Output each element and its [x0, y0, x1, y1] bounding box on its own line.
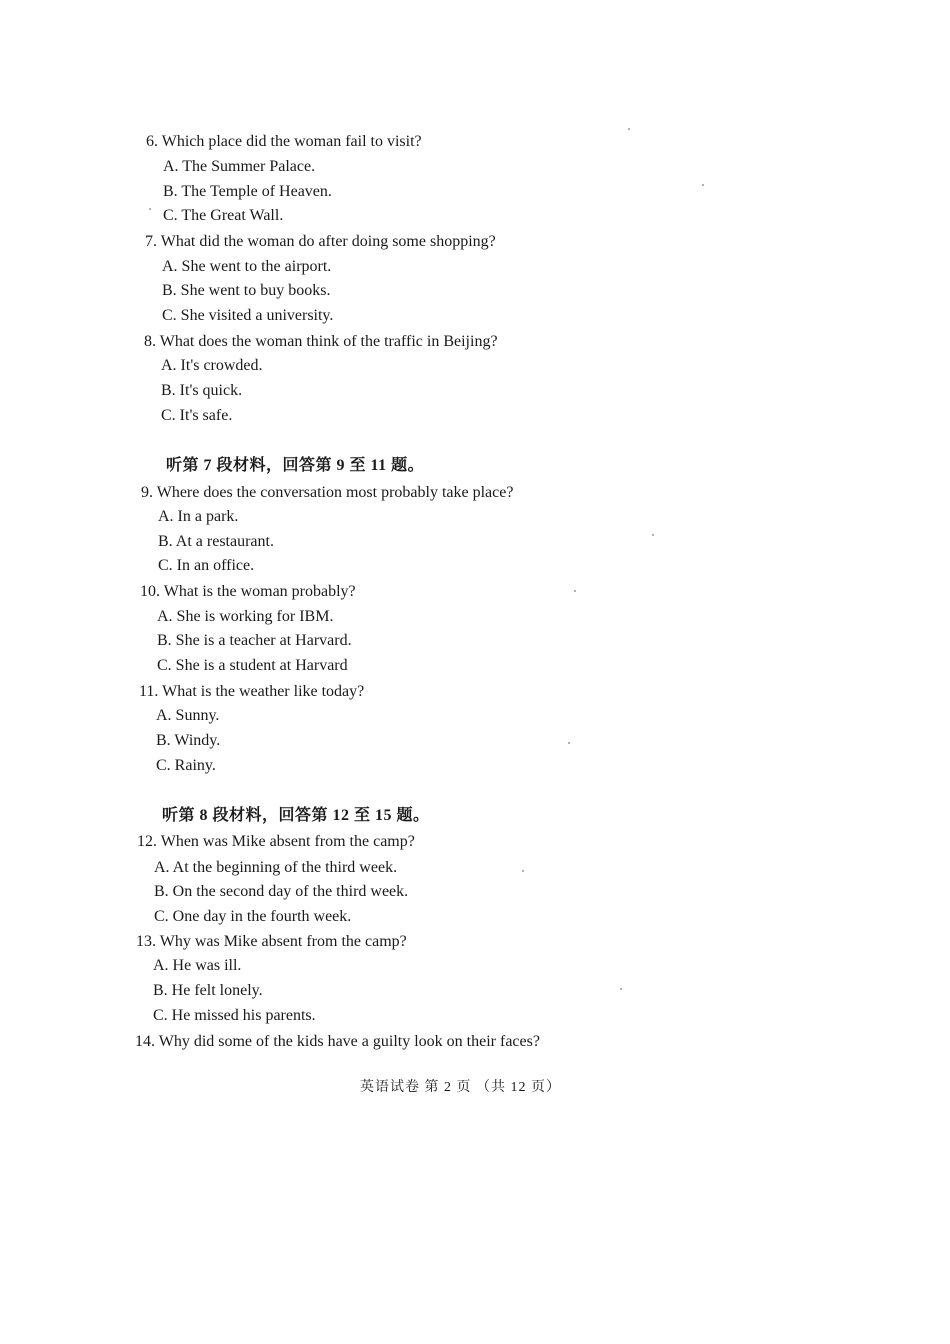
scan-speck	[628, 128, 630, 130]
section-8-heading: 听第 8 段材料，回答第 12 至 15 题。	[162, 807, 430, 824]
scan-speck	[149, 208, 151, 210]
question-9-option-b: B. At a restaurant.	[158, 533, 274, 550]
question-11-option-b: B. Windy.	[156, 732, 221, 749]
question-6-option-b: B. The Temple of Heaven.	[163, 183, 332, 200]
question-8-option-b: B. It's quick.	[161, 382, 243, 399]
scan-speck	[568, 742, 570, 744]
question-11-option-c: C. Rainy.	[156, 757, 216, 774]
question-12-option-a: A. At the beginning of the third week.	[154, 859, 398, 876]
section-7-heading: 听第 7 段材料，回答第 9 至 11 题。	[166, 457, 425, 474]
question-7-option-b: B. She went to buy books.	[162, 282, 331, 299]
question-13-option-a: A. He was ill.	[153, 957, 242, 974]
question-7-option-c: C. She visited a university.	[162, 307, 334, 324]
question-14: 14. Why did some of the kids have a guilty look on their faces?	[135, 1033, 540, 1050]
question-9: 9. Where does the conversation most probably take place?	[141, 484, 514, 501]
question-12: 12. When was Mike absent from the camp?	[137, 833, 415, 850]
question-8-option-c: C. It's safe.	[161, 407, 233, 424]
question-8-option-a: A. It's crowded.	[161, 357, 263, 374]
question-11: 11. What is the weather like today?	[139, 683, 365, 700]
scan-speck	[702, 184, 704, 186]
question-10-option-c: C. She is a student at Harvard	[157, 657, 348, 674]
question-10-option-b: B. She is a teacher at Harvard.	[157, 632, 352, 649]
scan-speck	[574, 590, 576, 592]
question-12-option-c: C. One day in the fourth week.	[154, 908, 352, 925]
question-6-option-a: A. The Summer Palace.	[163, 158, 316, 175]
scan-speck	[620, 988, 622, 990]
question-8: 8. What does the woman think of the traffic in Beijing?	[144, 333, 498, 350]
page-footer: 英语试卷 第 2 页 （共 12 页）	[360, 1080, 561, 1095]
question-10-option-a: A. She is working for IBM.	[157, 608, 334, 625]
scan-speck	[652, 534, 654, 536]
question-6: 6. Which place did the woman fail to visit?	[146, 133, 422, 150]
question-13-option-c: C. He missed his parents.	[153, 1007, 316, 1024]
question-12-option-b: B. On the second day of the third week.	[154, 883, 409, 900]
question-7-option-a: A. She went to the airport.	[162, 258, 332, 275]
question-9-option-a: A. In a park.	[158, 508, 239, 525]
question-11-option-a: A. Sunny.	[156, 707, 220, 724]
question-13: 13. Why was Mike absent from the camp?	[136, 933, 407, 950]
scan-speck	[522, 870, 524, 872]
question-10: 10. What is the woman probably?	[140, 583, 356, 600]
question-7: 7. What did the woman do after doing some shopping?	[145, 233, 496, 250]
question-9-option-c: C. In an office.	[158, 557, 255, 574]
question-13-option-b: B. He felt lonely.	[153, 982, 263, 999]
question-6-option-c: C. The Great Wall.	[163, 207, 284, 224]
